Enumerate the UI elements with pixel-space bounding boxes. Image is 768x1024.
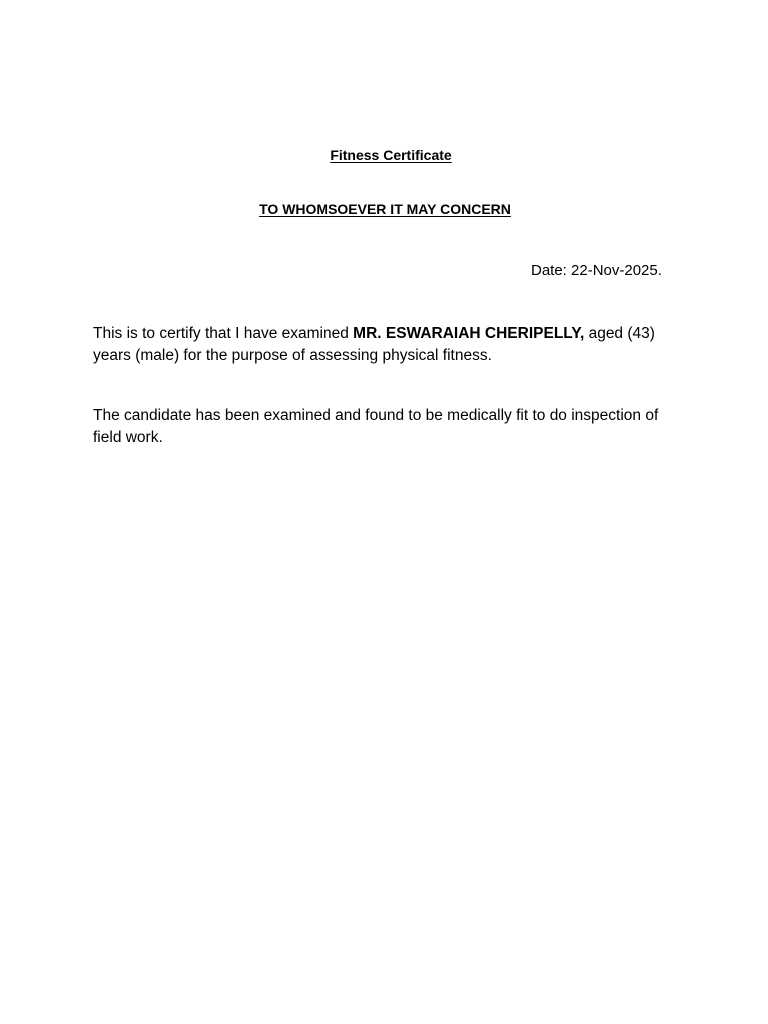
certification-paragraph	[93, 323, 681, 367]
certification-rest-text: aged (43) years (male) for the purpose of assessing physical fitness.	[93, 325, 655, 364]
patient-name: MR. ESWARAIAH CHERIPELLY,	[353, 325, 585, 342]
certificate-date: Date: 22-Nov-2025.	[531, 262, 662, 279]
fitness-statement-paragraph: The candidate has been examined and found to be medically fit to do inspection of field work.	[93, 407, 659, 446]
certificate-subtitle: TO WHOMSOEVER IT MAY CONCERN	[259, 201, 511, 217]
certificate-title: Fitness Certificate	[330, 147, 452, 163]
certification-lead-text: This is to certify that I have examined	[93, 325, 354, 342]
